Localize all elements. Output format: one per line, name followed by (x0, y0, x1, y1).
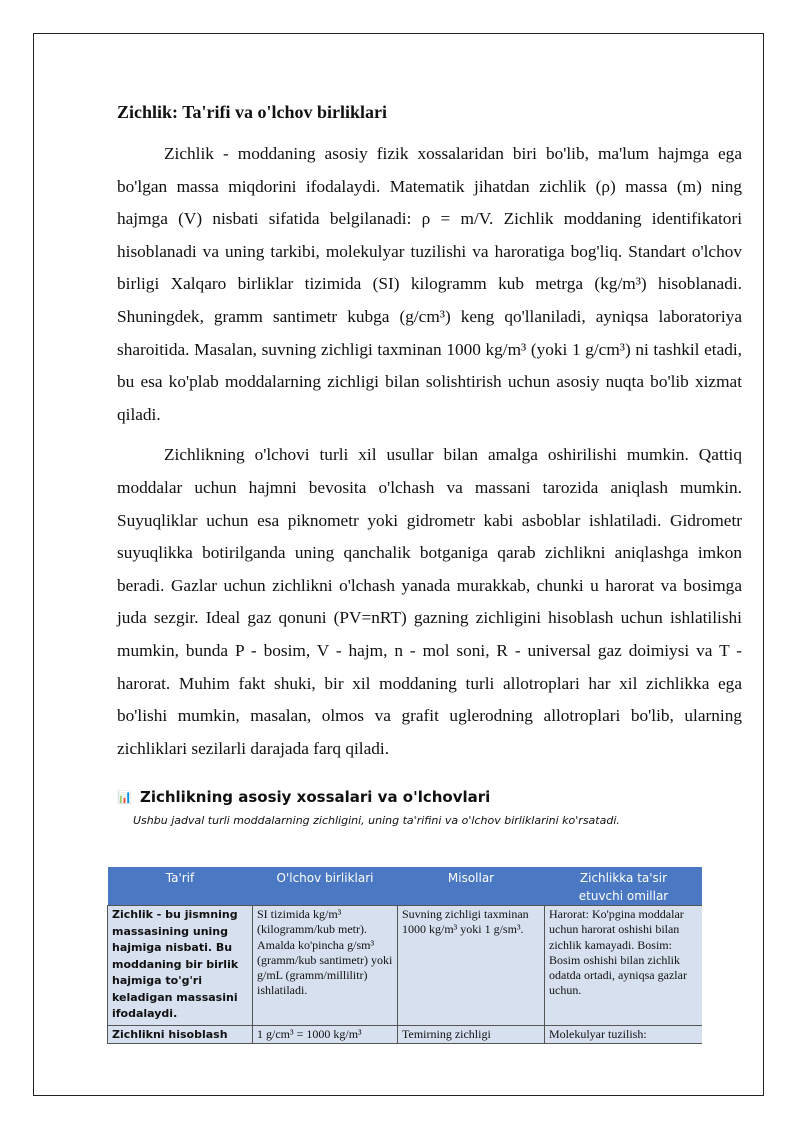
table-cell: Temirning zichligi (398, 1025, 545, 1044)
table-cell: Zichlik - bu jismning massasining uning hajmiga nisbati. Bu moddaning bir birlik hajmiga to'g'ri keladigan massasini ifodalaydi. (108, 906, 253, 1026)
document-title: Zichlik: Ta'rifi va o'lchov birliklari (117, 102, 388, 122)
table-cell: 1 g/cm³ = 1000 kg/m³ (253, 1025, 398, 1044)
table-cell: Molekulyar tuzilish: (545, 1025, 703, 1044)
paragraph-2: Zichlikning o'lchovi turli xil usullar bilan amalga oshirilishi mumkin. Qattiq moddalar uchun hajmni bevosita o'lchash va massani tarozida aniqlash mumkin. Suyuqliklar uchun esa piknometr yoki gidrometr kabi asboblar ishlatiladi. Gidrometr suyuqlikka botirilganda uning qanchalik botganiga qarab zichlikni aniqlashga imkon beradi. Gazlar uchun zichlikni o'lchash yanada murakkab, chunki u harorat va bosimga juda sezgir. Ideal gaz qonuni (PV=nRT) gazning zichligini hisoblash uchun ishlatilishi mumkin, bunda P - bosim, V - hajm, n - mol soni, R - universal gaz doimiysi va T - harorat. Muhim fakt shuki, bir xil moddaning turli allotroplari har xil zichlikka ega bo'lishi mumkin, masalan, olmos va grafit uglerodning allotroplari bo'lib, ularning zichliklari sezilarli darajada farq qiladi. (117, 445, 742, 758)
table-header-cell: Zichlikka ta'sir etuvchi omillar (545, 867, 703, 906)
section-heading (117, 787, 742, 807)
table-row (108, 1025, 703, 1044)
table-header-cell: Misollar (398, 867, 545, 906)
table-header-cell: Ta'rif (108, 867, 253, 906)
table-header-row (108, 867, 703, 906)
table-caption: Ushbu jadval turli moddalarning zichligini, uning ta'rifini va o'lchov birliklarini ko'rsatadi. (133, 814, 620, 828)
bar-chart-icon: 📊 (117, 790, 132, 805)
table-cell: Harorat: Ko'pgina moddalar uchun harorat oshishi bilan zichlik kamayadi. Bosim: Bosim oshishi bilan zichlik odatda ortadi, ayniqsa gazlar uchun. (545, 906, 703, 1026)
document-body (117, 100, 742, 835)
table-cell: SI tizimida kg/m³ (kilogramm/kub metr). Amalda ko'pincha g/sm³ (gramm/kub santimetr) yoki g/mL (gramm/millilitr) ishlatiladi. (253, 906, 398, 1026)
section-heading-text: Zichlikning asosiy xossalari va o'lchovlari (139, 788, 491, 807)
table-header-cell: O'lchov birliklari (253, 867, 398, 906)
table-cell: Zichlikni hisoblash (108, 1025, 253, 1044)
properties-table (107, 867, 702, 1044)
table-row (108, 906, 703, 1026)
paragraph-1: Zichlik - moddaning asosiy fizik xossalaridan biri bo'lib, ma'lum hajmga ega bo'lgan massa miqdorini ifodalaydi. Matematik jihatdan zichlik (ρ) massa (m) ning hajmga (V) nisbati sifatida belgilanadi: ρ = m/V. Zichlik moddaning identifikatori hisoblanadi va uning tarkibi, molekulyar tuzilishi va haroratiga bog'liq. Standart o'lchov birligi Xalqaro birliklar tizimida (SI) kilogramm kub metrga (kg/m³) hisoblanadi. Shuningdek, gramm santimetr kubga (g/cm³) keng qo'llaniladi, ayniqsa laboratoriya sharoitida. Masalan, suvning zichligi taxminan 1000 kg/m³ (yoki 1 g/cm³) ni tashkil etadi, bu esa ko'plab moddalarning zichligi bilan solishtirish uchun asosiy nuqta bo'lib xizmat qiladi. (117, 144, 742, 424)
table-cell: Suvning zichligi taxminan 1000 kg/m³ yoki 1 g/sm³. (398, 906, 545, 1026)
table-clip (107, 867, 702, 1052)
